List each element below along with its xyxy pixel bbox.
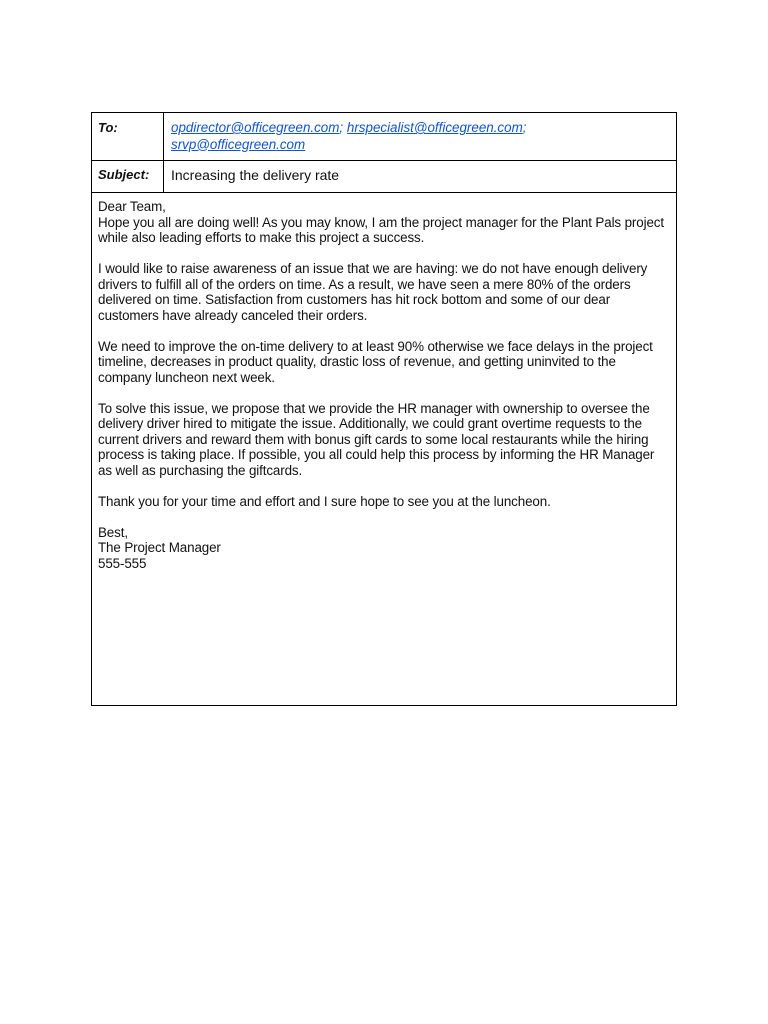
subject-row bbox=[92, 161, 676, 193]
to-label: To: bbox=[92, 113, 164, 160]
email-body bbox=[92, 193, 676, 571]
greeting: Dear Team, bbox=[98, 199, 166, 214]
recipient-separator: ; bbox=[339, 120, 344, 135]
email-memo bbox=[91, 112, 677, 706]
body-paragraph: Hope you all are doing well! As you may know, I am the project manager for the Plant Pals project while also leading efforts to make this project a success. bbox=[98, 214, 664, 245]
body-paragraph: To solve this issue, we propose that we provide the HR manager with ownership to oversee the delivery driver hired to mitigate the issue. Additionally, we could grant overtime requests to the current drivers and reward them with bonus gift cards to some local restaurants while the hiring process is taking place. If possible, you all could help this process by informing the HR Manager as well as purchasing the giftcards. bbox=[98, 400, 655, 478]
signoff: Best, bbox=[98, 524, 128, 540]
subject-text: Increasing the delivery rate bbox=[171, 167, 340, 183]
signature-block bbox=[98, 525, 670, 572]
subject-label: Subject: bbox=[92, 161, 164, 192]
recipient-link-srvp[interactable]: srvp@officegreen.com bbox=[171, 136, 306, 152]
body-paragraph: Thank you for your time and effort and I sure hope to see you at the luncheon. bbox=[98, 493, 551, 509]
body-paragraph: We need to improve the on-time delivery to at least 90% otherwise we face delays in the project timeline, decreases in product quality, drastic loss of revenue, and getting uninvited to the company luncheon next week. bbox=[98, 338, 653, 385]
recipient-link-opdirector[interactable]: opdirector@officegreen.com bbox=[171, 120, 340, 135]
phone-number: 555-555 bbox=[98, 555, 147, 571]
signature-name: The Project Manager bbox=[98, 540, 221, 555]
recipients-field bbox=[164, 113, 676, 160]
recipient-link-hrspecialist[interactable]: hrspecialist@officegreen.com bbox=[346, 120, 523, 135]
recipient-separator: ; bbox=[522, 120, 527, 135]
body-paragraph: I would like to raise awareness of an issue that we are having: we do not have enough delivery drivers to fulfill all of the orders on time. As a result, we have seen a mere 80% of the orders delivered on time. Satisfaction from customers has hit rock bottom and some of our dear customers have already canceled their orders. bbox=[98, 261, 648, 323]
to-row bbox=[92, 113, 676, 161]
